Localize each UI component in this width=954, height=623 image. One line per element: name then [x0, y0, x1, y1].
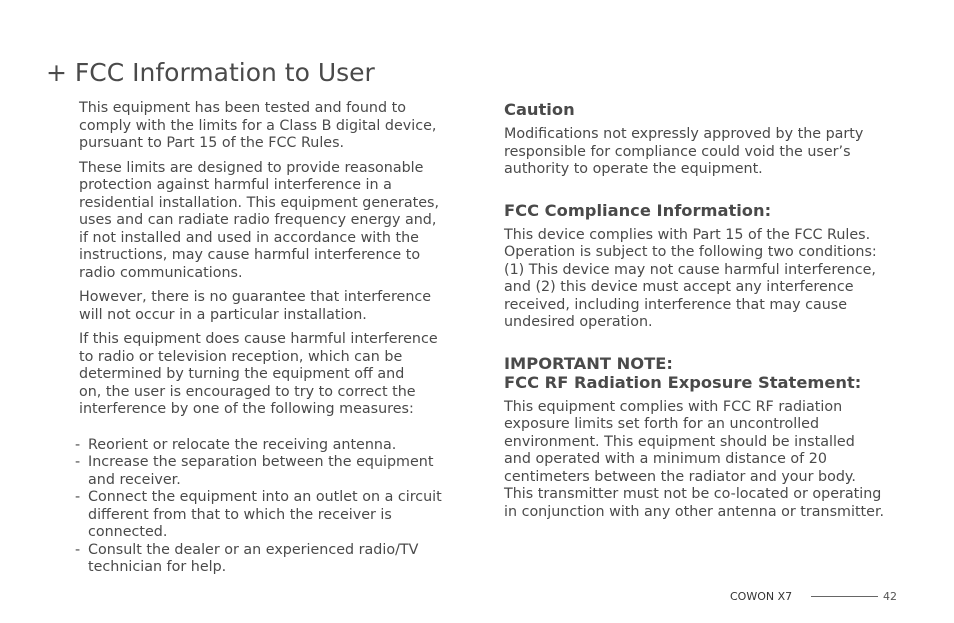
list-dash: -	[75, 436, 81, 453]
list-item	[75, 489, 469, 542]
page-number: 42	[883, 590, 897, 603]
page-title: + FCC Information to User	[46, 58, 375, 87]
list-item	[75, 542, 469, 577]
paragraph-no-guarantee: However, there is no guarantee that interference will not occur in a particular installation.	[79, 289, 432, 323]
important-note-text: This equipment complies with FCC RF radiation exposure limits set forth for an uncontrolled environment. This equipment should be installed and operated with a minimum distance of 20 centimeters between the radiator and your body. This transmitter must not be co-located or operating in conjunction with any other antenna or transmitter.	[504, 398, 885, 520]
footer-brand: COWON X7	[730, 590, 793, 603]
list-dash: -	[75, 489, 81, 505]
measure-text: Connect the equipment into an outlet on a circuit different from that to which the receiver is connected.	[88, 489, 442, 540]
fcc-compliance-section	[504, 201, 914, 332]
paragraph-if-interference: If this equipment does cause harmful interference to radio or television reception, which can be determined by turning the equipment off and on, the user is encouraged to try to correct the interference by one of the following measures:	[79, 331, 438, 417]
footer-divider	[811, 596, 878, 597]
important-note-section	[504, 354, 914, 522]
list-item	[75, 454, 469, 489]
measures-list	[75, 437, 469, 577]
caution-text: Modifications not expressly approved by the party responsible for compliance could void the user’s authority to operate the equipment.	[504, 126, 864, 177]
paragraph-limits: These limits are designed to provide reasonable protection against harmful interference in a residential installation. This equipment generates, uses and can radiate radio frequency energy and, if not installed and used in accordance with the instructions, may cause harmful interference to radio communications.	[79, 159, 440, 281]
measure-text: Increase the separation between the equipment and receiver.	[88, 454, 434, 488]
measure-text: Consult the dealer or an experienced radio/TV technician for help.	[88, 541, 419, 575]
left-column	[75, 100, 469, 577]
paragraph-tested: This equipment has been tested and found to comply with the limits for a Class B digital device, pursuant to Part 15 of the FCC Rules.	[79, 100, 437, 151]
fcc-compliance-heading: FCC Compliance Information:	[504, 200, 772, 220]
right-column	[504, 100, 914, 521]
measure-text: Reorient or relocate the receiving antenna.	[88, 436, 397, 453]
important-note-heading: IMPORTANT NOTE: FCC RF Radiation Exposure Statement:	[504, 353, 862, 392]
list-dash: -	[75, 454, 81, 470]
caution-section	[504, 100, 914, 179]
fcc-compliance-text: This device complies with Part 15 of the FCC Rules. Operation is subject to the following two conditions: (1) This device may not cause harmful interference, and (2) this device must accept any interference received, including interference that may cause undesired operation.	[504, 226, 877, 330]
list-dash: -	[75, 541, 81, 558]
list-item	[75, 437, 469, 455]
caution-heading: Caution	[504, 100, 575, 119]
